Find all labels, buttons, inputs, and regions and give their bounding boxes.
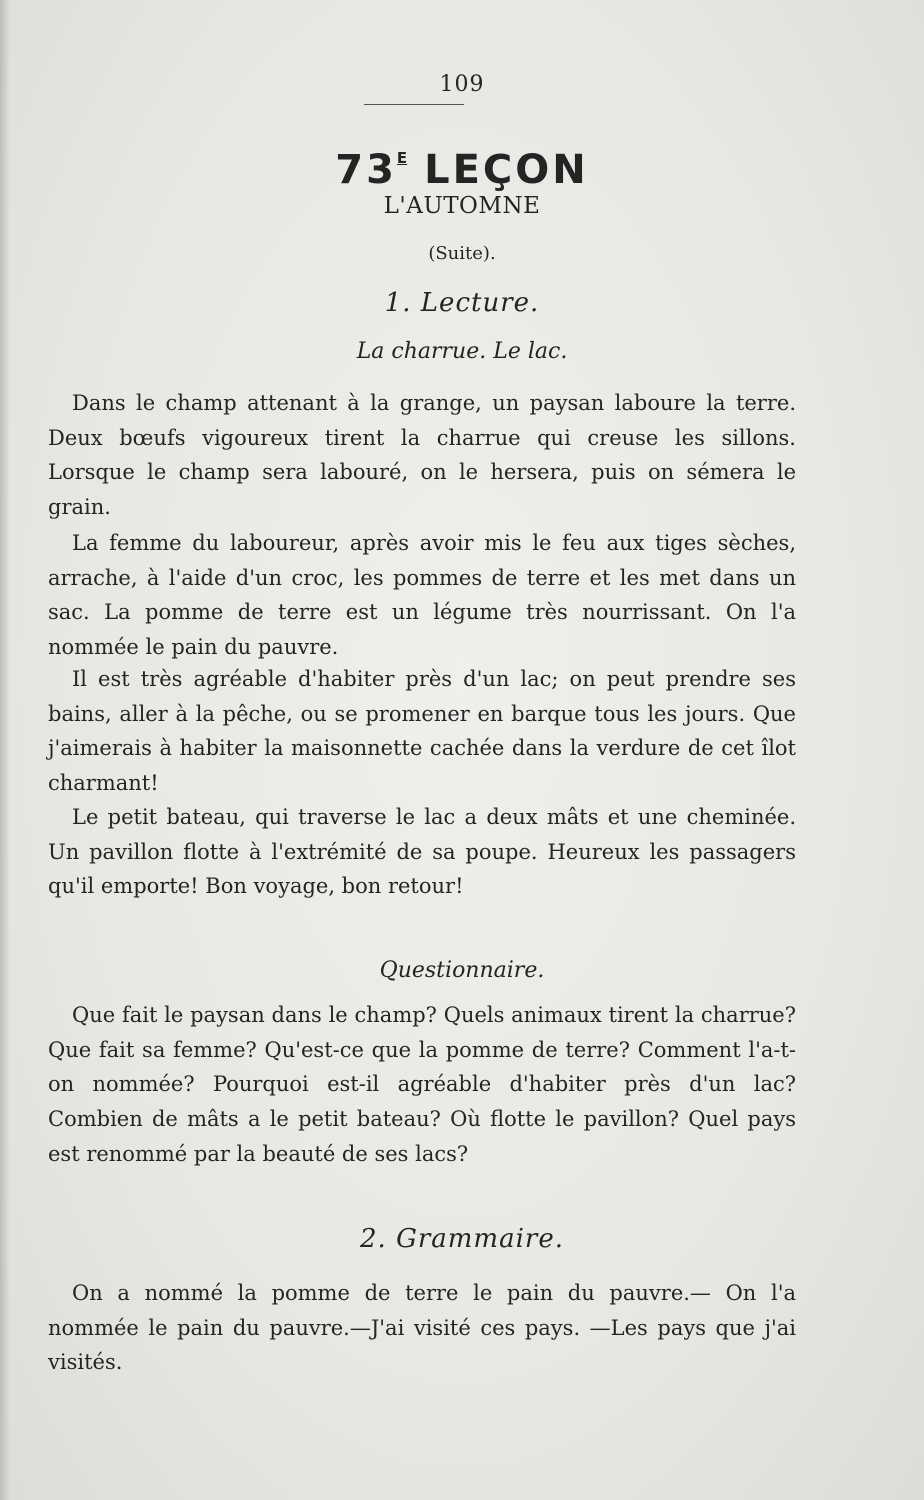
lesson-word: LEÇON [424, 147, 589, 193]
page-number-rule [364, 104, 464, 105]
questionnaire-text: Que fait le paysan dans le champ? Quels animaux tirent la charrue? Que fait sa femme? Qu'est-ce que la pomme de terre? Comment l'a-t-on nommée? Pourquoi est-il agréable d'habiter près d'un lac? Combien de mâts a le petit bateau? Où flotte le pavillon? Quel pays est renommé par la beauté de ses lacs? [48, 1003, 796, 1166]
grammaire-text: On a nommé la pomme de terre le pain du pauvre.— On l'a nommée le pain du pauvre.—J'ai visité ces pays. —Les pays que j'ai visités. [48, 1281, 796, 1375]
lecture-paragraph: Dans le champ attenant à la grange, un paysan laboure la terre. Deux bœufs vigoureux tirent la charrue qui creuse les sillons. Lorsque le champ sera labouré, on le hersera, puis on sémera le grain. [48, 391, 796, 520]
lesson-title [0, 134, 924, 194]
lesson-subtitle: L'AUTOMNE [383, 193, 541, 219]
lecture-subheading: La charrue. Le lac. [356, 339, 568, 364]
page-number: 109 [439, 72, 485, 97]
lecture-paragraph: Il est très agréable d'habiter près d'un lac; on peut prendre ses bains, aller à la pêche, ou se promener en barque tous les jours. Que j'aimerais à habiter la maisonnette cachée dans la verdure de cet îlot charmant! [48, 667, 796, 796]
page-edge-shadow [0, 0, 10, 1500]
lesson-suite: (Suite). [428, 243, 496, 264]
section-heading-grammaire: 2. Grammaire. [360, 1224, 564, 1254]
lecture-paragraph: Le petit bateau, qui traverse le lac a deux mâts et une cheminée. Un pavillon flotte à l'extrémité de sa poupe. Heureux les passagers qu'il emporte! Bon voyage, bon retour! [48, 805, 796, 899]
lesson-number: 73 [335, 147, 397, 193]
lecture-paragraph: La femme du laboureur, après avoir mis le feu aux tiges sèches, arrache, à l'aide d'un croc, les pommes de terre et les met dans un sac. La pomme de terre est un légume très nourrissant. On l'a nommée le pain du pauvre. [48, 531, 796, 660]
lesson-number-suffix: E [396, 149, 408, 167]
questionnaire-heading: Questionnaire. [379, 958, 545, 983]
section-heading-lecture: 1. Lecture. [384, 288, 540, 318]
